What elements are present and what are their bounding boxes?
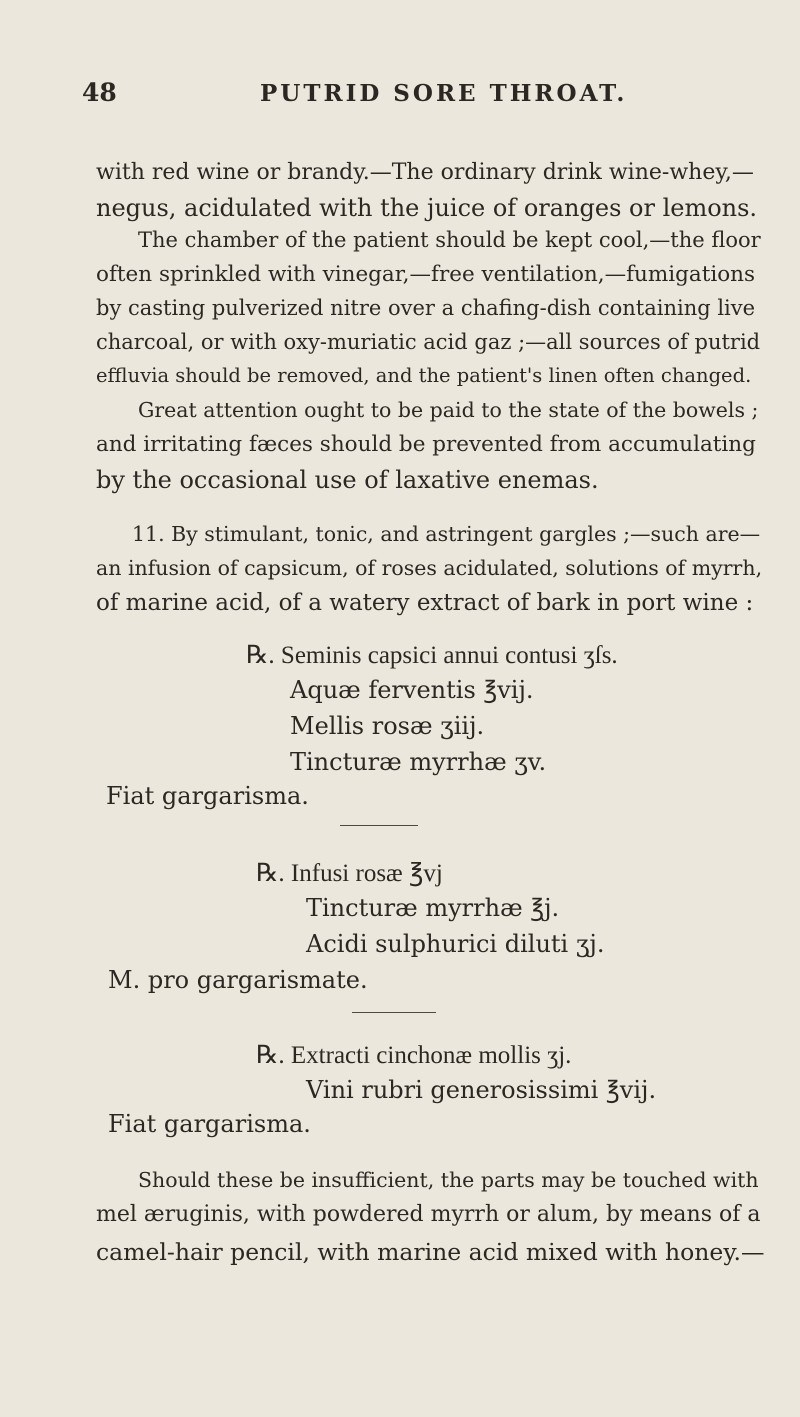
text-line: of marine acid, of a watery extract of bark in port wine :: [96, 590, 754, 616]
recipe-line: Mellis rosæ ʒiij.: [290, 712, 485, 740]
page-header: [82, 78, 722, 118]
section-divider: [340, 825, 418, 826]
section-divider: [352, 1012, 436, 1013]
recipe-direction: Fiat gargarisma.: [106, 782, 309, 810]
recipe-line: ℞. Infusi rosæ ℥vj: [256, 860, 443, 887]
recipe-line: Tincturæ myrrhæ ʒv.: [290, 748, 547, 776]
recipe-direction: M. pro gargarismate.: [108, 966, 368, 994]
text-line: charcoal, or with oxy-muriatic acid gaz ;—all sources of putrid: [96, 330, 761, 354]
text-line: 11. By stimulant, tonic, and astringent gargles ;—such are—: [132, 522, 761, 546]
text-line: an infusion of capsicum, of roses acidulated, solutions of myrrh,: [96, 556, 763, 580]
text-line: negus, acidulated with the juice of oranges or lemons.: [96, 194, 758, 222]
text-line: Great attention ought to be paid to the state of the bowels ;: [138, 398, 759, 422]
text-line: mel æruginis, with powdered myrrh or alum, by means of a: [96, 1202, 761, 1227]
recipe-direction: Fiat gargarisma.: [108, 1110, 311, 1138]
text-line: by the occasional use of laxative enemas.: [96, 466, 599, 494]
recipe-line: Aquæ ferventis ℥vij.: [290, 676, 534, 704]
recipe-line: Tincturæ myrrhæ ℥j.: [306, 894, 560, 922]
page-number: 48: [82, 78, 117, 107]
text-line: The chamber of the patient should be kept cool,—the floor: [138, 228, 761, 252]
text-line: often sprinkled with vinegar,—free ventilation,—fumigations: [96, 262, 756, 287]
text-line: and irritating fæces should be prevented from accumulating: [96, 432, 756, 457]
text-line: by casting pulverized nitre over a chafing-dish containing live: [96, 296, 756, 320]
recipe-line: Vini rubri generosissimi ℥vij.: [306, 1076, 657, 1104]
running-title: PUTRID SORE THROAT.: [260, 80, 628, 107]
recipe-line: ℞. Seminis capsici annui contusi ʒſs.: [246, 642, 618, 669]
text-line: Should these be insufficient, the parts may be touched with: [138, 1168, 759, 1192]
text-line: effluvia should be removed, and the patient's linen often changed.: [96, 364, 752, 387]
text-line: with red wine or brandy.—The ordinary drink wine-whey,—: [96, 160, 754, 185]
recipe-line: Acidi sulphurici diluti ʒj.: [306, 930, 605, 958]
text-line: camel-hair pencil, with marine acid mixed with honey.—: [96, 1238, 765, 1266]
recipe-line: ℞. Extracti cinchonæ mollis ʒj.: [256, 1042, 572, 1069]
